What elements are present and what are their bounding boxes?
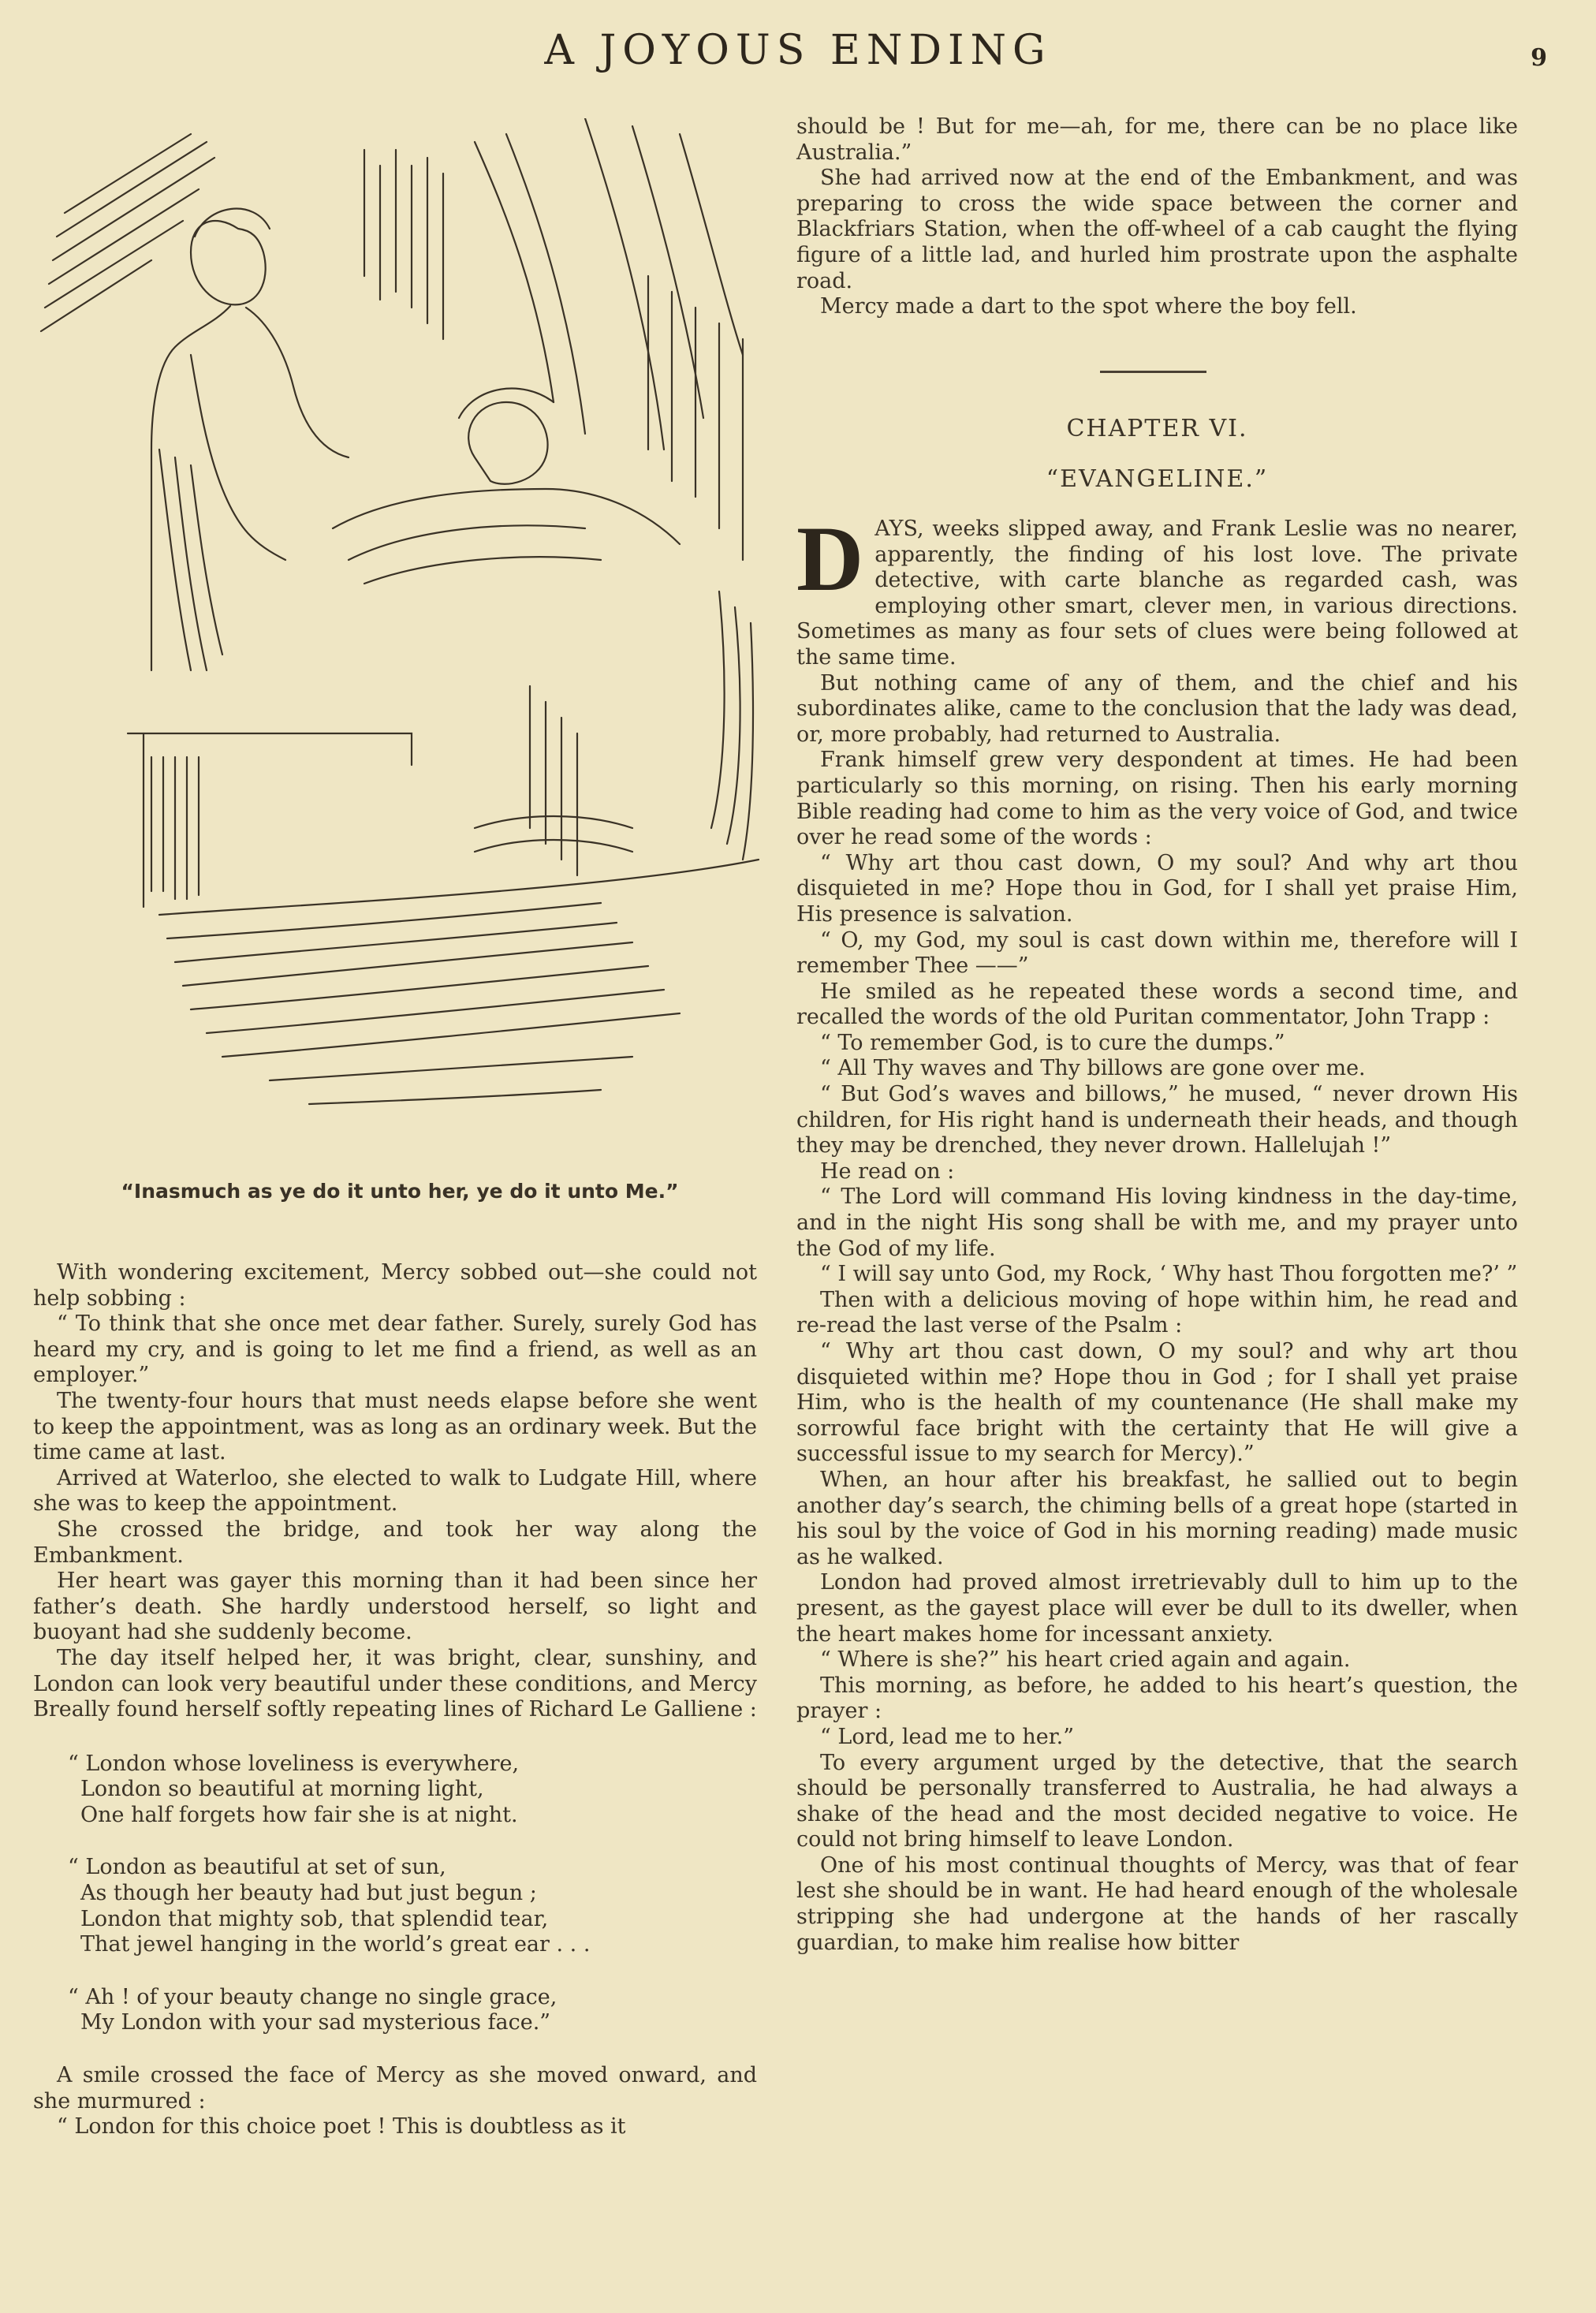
paragraph: “ But God’s waves and billows,” he mused, “ never drown His children, for His right hand is underneath their heads, and though they may be drenched, they never drown. Hallelujah !” bbox=[796, 1082, 1518, 1158]
paragraph: She had arrived now at the end of the Embankment, and was preparing to cross the wide space between the corner and Blackfriars Station, when the off-wheel of a cab caught the flying figure of a little lad, and hurled him prostrate upon the asphalte road. bbox=[796, 166, 1518, 293]
poem-stanza bbox=[68, 1751, 757, 1829]
paragraph: “ All Thy waves and Thy billows are gone over me. bbox=[820, 1056, 1366, 1081]
paragraph: London had proved almost irretrievably dull to him up to the present, as the gayest place will ever be dull to its dweller, when the heart makes home for incessant anxiety. bbox=[796, 1570, 1518, 1647]
poem-line: My London with your sad mysterious face.” bbox=[80, 2010, 551, 2035]
paragraph: A smile crossed the face of Mercy as she moved onward, and she murmured : bbox=[33, 2063, 757, 2113]
paragraph: Arrived at Waterloo, she elected to walk to Ludgate Hill, where she was to keep the appointment. bbox=[33, 1465, 757, 1517]
illustration-caption: “Inasmuch as ye do it unto her, ye do it unto Me.” bbox=[121, 1180, 679, 1203]
paragraph: One of his most continual thoughts of Mercy, was that of fear lest she should be in want. He had heard enough of the wholesale stripping she had undergone at the hands of her rascally guardian, to make him realise how bitter bbox=[796, 1852, 1518, 1955]
page-header-title: A JOYOUS ENDING bbox=[544, 27, 1052, 74]
drop-cap: D bbox=[796, 507, 864, 610]
paragraph: The day itself helped her, it was bright, clear, sunshiny, and London can look very beautiful under these conditions, and Mercy Breally found herself softly repeating lines of Richard Le Galliene : bbox=[33, 1645, 757, 1722]
paragraph: “ Where is she?” his heart cried again and again. bbox=[820, 1647, 1351, 1673]
poem-line: One half forgets how fair she is at night. bbox=[80, 1802, 518, 1827]
paragraph: When, an hour after his breakfast, he sallied out to begin another day’s search, the chiming bells of a great hope (started in his soul by the voice of God in his morning reading) made music as he walked. bbox=[796, 1467, 1518, 1569]
poem-stanza bbox=[68, 1984, 757, 2036]
paragraph: “ Why art thou cast down, O my soul? and why art thou disquieted within me? Hope thou in God ; for I shall yet praise Him, who is the health of my countenance (He shall make my sorrowful face bright with the certainty that He will give a successful issue to my search for Mercy).” bbox=[796, 1339, 1518, 1467]
poem-line: As though her beauty had but just begun ; bbox=[80, 1881, 537, 1906]
chapter-title: “EVANGELINE.” bbox=[1046, 465, 1269, 493]
paragraph: Her heart was gayer this morning than it had been since her father’s death. She hardly understood herself, so light and buoyant had she suddenly become. bbox=[33, 1569, 757, 1645]
paragraph: He read on : bbox=[820, 1158, 955, 1184]
paragraph: The twenty-four hours that must needs elapse before she went to keep the appointment, was as long as an ordinary week. But the time came at last. bbox=[33, 1388, 757, 1465]
paragraph: Then with a delicious moving of hope within him, he read and re-read the last verse of the Psalm : bbox=[796, 1287, 1518, 1338]
left-column-text bbox=[33, 1260, 757, 2140]
paragraph: “ Why art thou cast down, O my soul? And why art thou disquieted in me? Hope thou in God, for I shall yet praise Him, His presence is salvation. bbox=[796, 850, 1518, 927]
poem-line: That jewel hanging in the world’s great ear . . . bbox=[80, 1932, 591, 1957]
section-divider bbox=[1100, 371, 1206, 373]
first-paragraph-text: AYS, weeks slipped away, and Frank Leslie was no nearer, apparently, the finding of his lost love. The private detective, with carte blanche as regarded cash, was employing other smart, clever men, in various directions. Sometimes as many as four sets of clues were being followed at the same time. bbox=[796, 517, 1518, 670]
paragraph: “ The Lord will command His loving kindness in the day-time, and in the night His song shall be with me, and my prayer unto the God of my life. bbox=[796, 1184, 1518, 1261]
poem-stanza bbox=[68, 1855, 757, 1957]
poem-line: “ Ah ! of your beauty change no single grace, bbox=[68, 1984, 557, 2009]
illustration-sickbed-scene bbox=[33, 118, 766, 1175]
paragraph: Frank himself grew very despondent at times. He had been particularly so this morning, on rising. Then his early morning Bible reading had come to him as the very voice of God, and twice over he read some of the words : bbox=[796, 748, 1518, 850]
poem-line: “ London as beautiful at set of sun, bbox=[68, 1855, 446, 1880]
chapter-number: CHAPTER VI. bbox=[1066, 415, 1248, 442]
paragraph: “ I will say unto God, my Rock, ‘ Why hast Thou forgotten me?’ ” bbox=[820, 1262, 1518, 1287]
paragraph: She crossed the bridge, and took her way along the Embankment. bbox=[33, 1517, 757, 1568]
paragraph: But nothing came of any of them, and the chief and his subordinates alike, came to the conclusion that the lady was dead, or, more probably, had returned to Australia. bbox=[796, 670, 1518, 747]
poem bbox=[68, 1751, 757, 2036]
poem-line: “ London whose loveliness is everywhere, bbox=[68, 1751, 520, 1776]
paragraph: “ O, my God, my soul is cast down within me, therefore will I remember Thee ——” bbox=[796, 927, 1518, 979]
paragraph: “ To remember God, is to cure the dumps.” bbox=[820, 1030, 1285, 1055]
paragraph: To every argument urged by the detective, that the search should be personally transferred to Australia, he had always a shake of the head and the most decided negative to voice. He could not bring himself to leave London. bbox=[796, 1750, 1518, 1852]
paragraph: “ London for this choice poet ! This is doubtless as it bbox=[57, 2114, 626, 2140]
paragraph: “ To think that she once met dear father. Surely, surely God has heard my cry, and is going to let me find a friend, as well as an employer.” bbox=[33, 1311, 757, 1388]
paragraph: Mercy made a dart to the spot where the boy fell. bbox=[820, 294, 1357, 319]
paragraph: “ Lord, lead me to her.” bbox=[820, 1724, 1075, 1749]
paragraph: should be ! But for me—ah, for me, there can be no place like Australia.” bbox=[796, 114, 1518, 165]
right-column-chapter-text bbox=[796, 507, 1518, 1956]
chapter-first-paragraph bbox=[796, 507, 1518, 671]
right-column-top-text bbox=[796, 114, 1518, 320]
paragraph: This morning, as before, he added to his heart’s question, the prayer : bbox=[796, 1673, 1518, 1724]
poem-line: London so beautiful at morning light, bbox=[80, 1777, 484, 1802]
paragraph: He smiled as he repeated these words a second time, and recalled the words of the old Puritan commentator, John Trapp : bbox=[796, 979, 1518, 1030]
poem-line: London that mighty sob, that splendid tear, bbox=[80, 1906, 549, 1931]
page-number: 9 bbox=[1531, 44, 1547, 72]
paragraph: With wondering excitement, Mercy sobbed out—she could not help sobbing : bbox=[33, 1260, 757, 1311]
